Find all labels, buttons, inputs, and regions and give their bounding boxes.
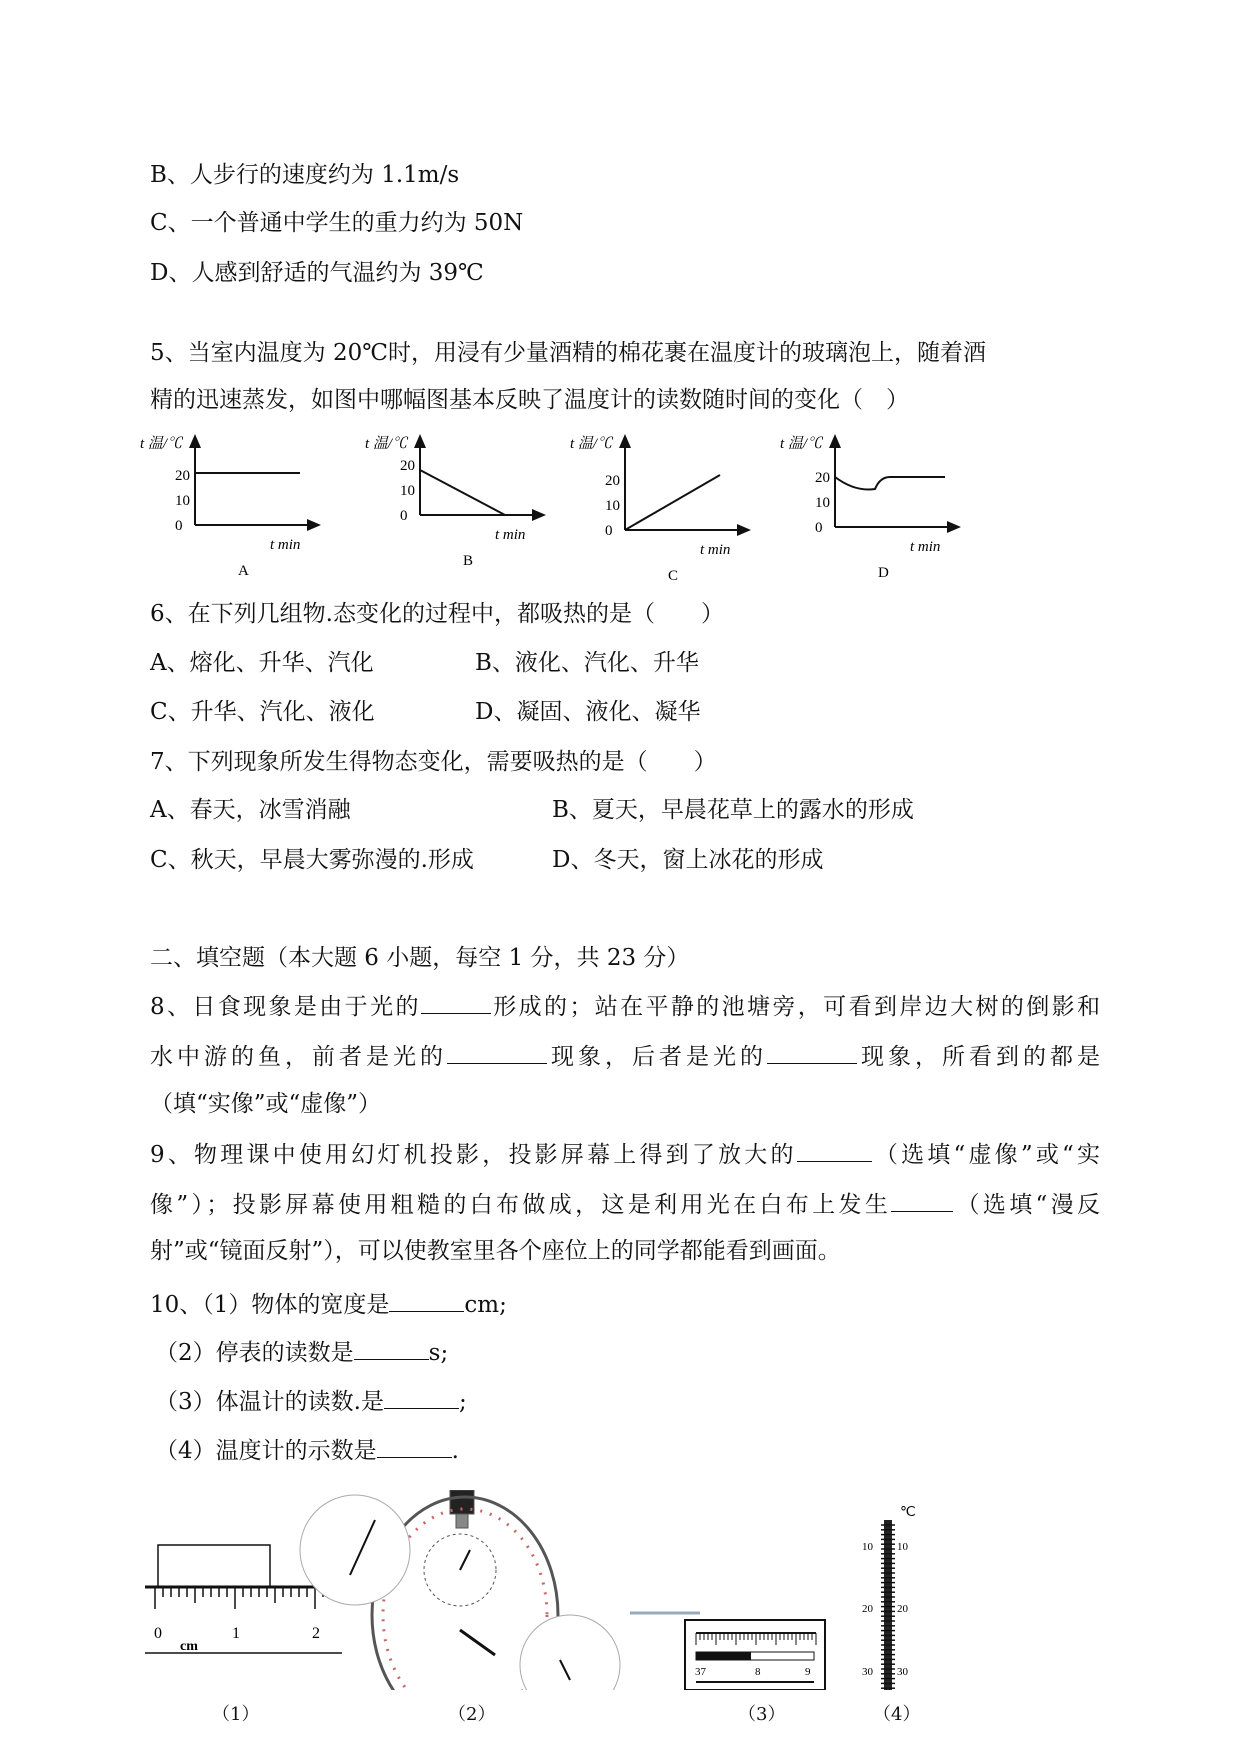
- stopwatch-figure: [300, 1490, 620, 1690]
- tick-label: 10: [400, 483, 415, 499]
- q10-text: s;: [428, 1340, 449, 1366]
- x-label: t min: [495, 527, 526, 543]
- tick-label: 10: [175, 493, 190, 509]
- graph-label: A: [238, 563, 249, 579]
- q6-option-b: B、液化、汽化、升华: [475, 650, 699, 676]
- ruler-tick-1: 1: [232, 1625, 240, 1642]
- q7-option-a: A、春天，冰雪消融: [150, 797, 351, 823]
- y-label: t 温/℃: [780, 436, 823, 452]
- q10-text: （2）停表的读数是: [155, 1340, 354, 1366]
- answer-blank[interactable]: [797, 1139, 872, 1162]
- q6-option-d: D、凝固、液化、凝华: [475, 699, 701, 725]
- q8-text: 现象，后者是光的: [547, 1044, 767, 1070]
- graph-label: D: [878, 565, 889, 581]
- curve: [625, 475, 720, 530]
- q8-line2: [150, 1041, 1100, 1072]
- figure-caption-2: （2）: [448, 1704, 496, 1725]
- tick-label: 20: [400, 458, 415, 474]
- graph-label: C: [668, 568, 679, 584]
- q8-text: 形成的；站在平静的池塘旁，可看到岸边大树的倒影和: [490, 994, 1101, 1020]
- q10-part1: [150, 1289, 507, 1320]
- thermo-tick-10-right: 10: [897, 1541, 908, 1553]
- x-label: t min: [700, 542, 731, 558]
- figure-caption-4: （4）: [873, 1704, 921, 1725]
- graph-C: [570, 435, 745, 584]
- q4-option-c: C、一个普通中学生的重力约为 50N: [150, 210, 524, 236]
- ruler-unit: cm: [180, 1639, 198, 1654]
- q7-option-b: B、夏天，早晨花草上的露水的形成: [552, 797, 914, 823]
- answer-blank[interactable]: [389, 1289, 464, 1312]
- answer-blank[interactable]: [421, 991, 491, 1014]
- graph-A: [140, 435, 315, 579]
- graph-D: [780, 435, 955, 581]
- x-label: t min: [910, 539, 941, 555]
- q10-part3: [155, 1386, 467, 1417]
- thermometer-figure: [862, 1505, 916, 1690]
- thermo-unit: ℃: [900, 1505, 916, 1520]
- x-label: t min: [270, 537, 301, 553]
- y-label: t 温/℃: [365, 436, 408, 452]
- y-label: t 温/℃: [570, 436, 613, 452]
- q4-option-d: D、人感到舒适的气温约为 39℃: [150, 260, 484, 286]
- q8-line1: [150, 991, 1100, 1022]
- answer-blank[interactable]: [447, 1041, 547, 1064]
- q8-text: 水中游的鱼，前者是光的: [150, 1044, 447, 1070]
- q9-line2: [150, 1189, 1100, 1220]
- q6-option-a: A、熔化、升华、汽化: [150, 650, 374, 676]
- tick-label: 0: [400, 508, 408, 524]
- curve: [835, 477, 945, 490]
- figure-caption-3: （3）: [738, 1704, 786, 1725]
- tick-label: 20: [175, 468, 190, 484]
- graph-B: [365, 435, 540, 569]
- tick-label: 20: [605, 473, 620, 489]
- tick-label: 0: [815, 520, 823, 536]
- clinical-tick-39: 9: [805, 1666, 811, 1678]
- q10-text: .: [451, 1438, 459, 1464]
- q10-text: （3）体温计的读数.是: [155, 1389, 384, 1415]
- q7-option-c: C、秋天，早晨大雾弥漫的.形成: [150, 847, 474, 873]
- q8-text: 8、日食现象是由于光的: [150, 994, 421, 1020]
- thermo-tick-30-right: 30: [897, 1666, 908, 1678]
- q5-graphs: [140, 430, 1020, 585]
- q7-stem: 7、下列现象所发生得物态变化，需要吸热的是（ ）: [150, 749, 717, 775]
- q9-line1: [150, 1139, 1100, 1170]
- answer-blank[interactable]: [384, 1386, 459, 1409]
- q9-text: （选填“虚像”或“实: [871, 1142, 1101, 1168]
- section2-heading: 二、填空题（本大题 6 小题，每空 1 分，共 23 分）: [150, 945, 690, 971]
- tick-label: 10: [605, 498, 620, 514]
- q10-part4: [155, 1435, 459, 1466]
- q6-option-c: C、升华、汽化、液化: [150, 699, 375, 725]
- clinical-tick-37: 37: [695, 1666, 706, 1678]
- q10-text: （4）温度计的示数是: [155, 1438, 377, 1464]
- q10-text: ;: [458, 1389, 467, 1415]
- curve: [420, 470, 505, 515]
- q10-text: 10、（1）物体的宽度是: [150, 1292, 390, 1318]
- q7-option-d: D、冬天，窗上冰花的形成: [552, 847, 824, 873]
- thermo-tick-30-left: 30: [862, 1666, 873, 1678]
- tick-label: 0: [605, 523, 613, 539]
- ruler-tick-0: 0: [154, 1625, 162, 1642]
- clinical-thermometer-figure: [630, 1613, 834, 1690]
- q4-option-b: B、人步行的速度约为 1.1m/s: [150, 162, 460, 188]
- thermo-tick-20-left: 20: [862, 1603, 873, 1615]
- figure-caption-1: （1）: [212, 1704, 260, 1725]
- graph-label: B: [463, 553, 474, 569]
- q9-text: 9、物理课中使用幻灯机投影，投影屏幕上得到了放大的: [150, 1142, 797, 1168]
- q6-stem: 6、在下列几组物.态变化的过程中，都吸热的是（ ）: [150, 601, 724, 627]
- tick-label: 20: [815, 470, 830, 486]
- q9-text: 像”）；投影屏幕使用粗糙的白布做成，这是利用光在白布上发生: [150, 1192, 892, 1218]
- q10-figures: [140, 1490, 1100, 1690]
- answer-blank[interactable]: [377, 1435, 452, 1458]
- q8-text: 现象，所看到的都是: [857, 1044, 1100, 1070]
- q10-part2: [155, 1337, 448, 1368]
- q5-line2: 精的迅速蒸发，如图中哪幅图基本反映了温度计的读数随时间的变化（ ）: [150, 387, 909, 413]
- thermo-tick-20-right: 20: [897, 1603, 908, 1615]
- q10-text: cm;: [464, 1292, 507, 1318]
- answer-blank[interactable]: [354, 1337, 429, 1360]
- answer-blank[interactable]: [891, 1189, 953, 1212]
- q5-line1: 5、当室内温度为 20℃时，用浸有少量酒精的棉花裹在温度计的玻璃泡上，随着酒: [150, 340, 986, 366]
- thermo-tick-10-left: 10: [862, 1541, 873, 1553]
- q9-line3: 射”或“镜面反射”），可以使教室里各个座位上的同学都能看到画面。: [150, 1238, 841, 1264]
- tick-label: 0: [175, 518, 183, 534]
- answer-blank[interactable]: [767, 1041, 857, 1064]
- q9-text: （选填“漫反: [953, 1192, 1100, 1218]
- tick-label: 10: [815, 495, 830, 511]
- ruler-tick-2: 2: [312, 1625, 320, 1642]
- q8-line3: （填“实像”或“虚像”）: [150, 1091, 382, 1117]
- y-label: t 温/℃: [140, 436, 183, 452]
- clinical-tick-38: 8: [755, 1666, 761, 1678]
